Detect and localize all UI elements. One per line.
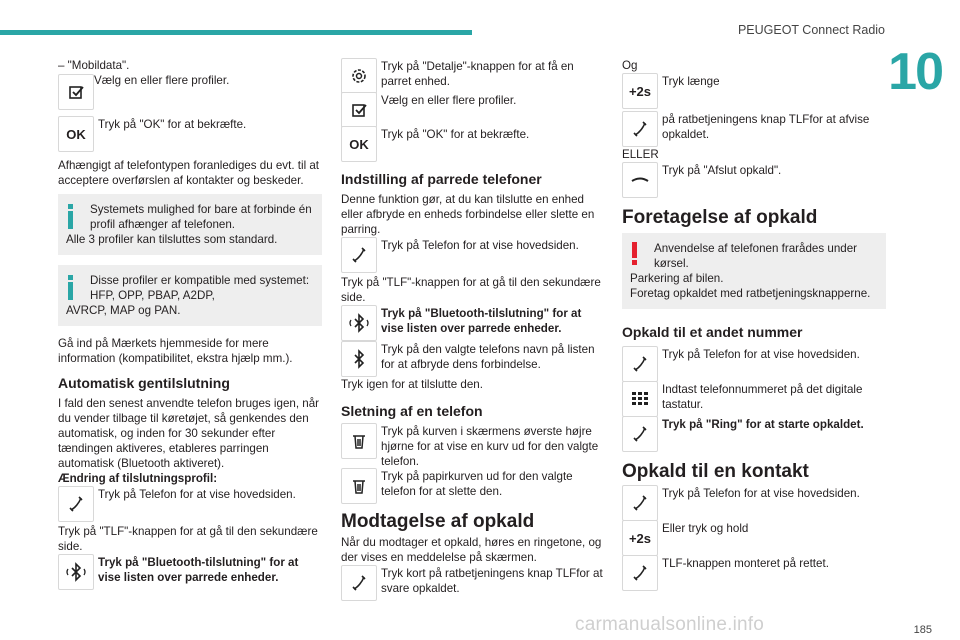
note2-text: Disse profiler er kompatible med systemet: HFP, OPP, PBAP, A2DP, xyxy=(90,274,310,302)
keypad-icon xyxy=(622,381,658,417)
tlf-reject-text: på ratbetjeningens knap TLFfor at afvise opkaldet. xyxy=(662,113,870,141)
note1-text-b: Alle 3 profiler kan tilsluttes som standard. xyxy=(66,233,278,246)
warning-note xyxy=(622,233,886,309)
press-long-text: Tryk længe xyxy=(662,75,720,88)
trash-icon xyxy=(341,468,377,504)
phone-icon xyxy=(622,111,658,147)
choose-profiles-text: Vælg en eller flere profiler. xyxy=(94,74,230,87)
press-ok-text: Tryk på "OK" for at bekræfte. xyxy=(98,118,247,131)
press-ok-text: Tryk på "OK" for at bekræfte. xyxy=(381,128,530,141)
bluetooth-icon-small xyxy=(341,341,377,377)
trash-icon xyxy=(341,423,377,459)
phone-icon xyxy=(58,486,94,522)
warning-icon xyxy=(632,242,637,265)
phone-icon xyxy=(622,346,658,382)
info-icon xyxy=(68,204,73,229)
header-bar xyxy=(0,30,472,35)
receive-heading: Modtagelse af opkald xyxy=(341,511,535,532)
press-ring-text: Tryk på "Ring" for at starte opkaldet. xyxy=(662,418,864,431)
phone-icon xyxy=(622,555,658,591)
hold-2s-icon: +2s xyxy=(622,73,658,109)
hold-2s-icon: +2s xyxy=(622,520,658,556)
watermark: carmanualsonline.info xyxy=(575,614,765,635)
phone-icon xyxy=(341,565,377,601)
warn-text-c: Foretag opkaldet med ratbetjeningsknapperne. xyxy=(630,287,871,300)
auto-heading: Automatisk gentilslutning xyxy=(58,375,230,391)
call-heading: Foretagelse af opkald xyxy=(622,207,818,228)
press-paperbin-text: Tryk på papirkurven ud for den valgte telefon for at slette den. xyxy=(381,470,573,498)
mobildata-item: – "Mobildata". xyxy=(58,59,130,72)
contact-heading: Opkald til en kontakt xyxy=(622,461,809,482)
press-tlf-text: Tryk på "TLF"-knappen for at gå til den sekundære side. xyxy=(341,276,601,304)
ok-icon: OK xyxy=(341,126,377,162)
press-bt-text: Tryk på "Bluetooth-tilslutning" for at vise listen over parrede enheder. xyxy=(98,556,299,584)
press-phone-text: Tryk på Telefon for at vise hovedsiden. xyxy=(662,348,860,361)
bluetooth-icon xyxy=(341,305,377,341)
column-3 xyxy=(622,58,886,591)
checkbox-icon xyxy=(341,92,377,128)
delete-heading: Sletning af en telefon xyxy=(341,403,483,419)
tlf-button-text: TLF-knappen monteret på rettet. xyxy=(662,557,829,570)
checkbox-icon xyxy=(58,74,94,110)
press-bin-text: Tryk på kurven i skærmens øverste højre hjørne for at vise en kurv ud for den valgte telefon. xyxy=(381,425,599,468)
press-phone-text: Tryk på Telefon for at vise hovedsiden. xyxy=(98,488,296,501)
eller-text: ELLER xyxy=(622,148,659,161)
press-bt-text: Tryk på "Bluetooth-tilslutning" for at vise listen over parrede enheder. xyxy=(381,307,582,335)
receive-text: Når du modtager et opkald, høres en ringetone, og der vises en meddelelse på skærmen. xyxy=(341,536,602,564)
note1-text: Systemets mulighed for bare at forbinde én profil afhænger af telefonen. xyxy=(90,203,312,231)
info-icon xyxy=(68,275,73,300)
warn-text-a: Anvendelse af telefonen frarådes under kørsel. xyxy=(654,242,858,270)
paired-heading: Indstilling af parrede telefoner xyxy=(341,171,542,187)
page-number: 185 xyxy=(913,624,932,636)
change-profile-text: Ændring af tilslutningsprofil: xyxy=(58,472,218,485)
depends-text: Afhængigt af telefontypen foranlediges du evt. til at acceptere overførslen af kontakter og beskeder. xyxy=(58,159,320,187)
auto-text: I fald den senest anvendte telefon bruges igen, når du vender tilbage til køretøjet, så genkendes den automatisk, og inden for 30 sekunder efter tændingen aktiveres, etableres parringen automatisk (Bluetooth aktiveret). xyxy=(58,397,320,470)
press-phone-text-2: Tryk på Telefon for at vise hovedsiden. xyxy=(662,487,860,500)
press-phone-text: Tryk på Telefon for at vise hovedsiden. xyxy=(381,239,579,252)
note2-text-b: AVRCP, MAP og PAN. xyxy=(66,304,181,317)
new-number-heading: Opkald til et andet nummer xyxy=(622,324,803,340)
phone-icon xyxy=(341,237,377,273)
hangup-icon xyxy=(622,162,658,198)
press-tlf-text: Tryk på "TLF"-knappen for at gå til den sekundære side. xyxy=(58,525,318,553)
press-name-text: Tryk på den valgte telefons navn på listen for at afbryde dens forbindelse. xyxy=(381,343,595,371)
website-text: Gå ind på Mærkets hjemmeside for mere information (kompatibilitet, ekstra hjælp mm.). xyxy=(58,337,293,365)
phone-icon xyxy=(622,485,658,521)
press-tlf-short-text: Tryk kort på ratbetjeningens knap TLFfor at svare opkaldet. xyxy=(381,567,603,595)
header-title: PEUGEOT Connect Radio xyxy=(737,23,885,37)
info-note-2 xyxy=(58,265,322,326)
phone-icon xyxy=(622,416,658,452)
ok-icon: OK xyxy=(58,116,94,152)
paired-text: Denne funktion gør, at du kan tilslutte en enhed eller afbryde en enheds forbindelse eller slette en parring. xyxy=(341,193,595,236)
settings-icon xyxy=(341,58,377,94)
press-end-text: Tryk på "Afslut opkald". xyxy=(662,164,782,177)
bluetooth-icon xyxy=(58,554,94,590)
or-hold-text: Eller tryk og hold xyxy=(662,522,749,535)
or-text: Og xyxy=(622,59,638,72)
column-2 xyxy=(341,58,605,601)
choose-profiles-text: Vælg en eller flere profiler. xyxy=(381,94,517,107)
chapter-number: 10 xyxy=(888,43,942,101)
column-1 xyxy=(58,58,322,590)
enter-number-text: Indtast telefonnummeret på det digitale tastatur. xyxy=(662,383,863,411)
info-note-1 xyxy=(58,194,322,255)
warn-text-b: Parkering af bilen. xyxy=(630,272,724,285)
press-details-text: Tryk på "Detalje"-knappen for at få en parret enhed. xyxy=(381,60,574,88)
press-again-text: Tryk igen for at tilslutte den. xyxy=(341,378,483,391)
